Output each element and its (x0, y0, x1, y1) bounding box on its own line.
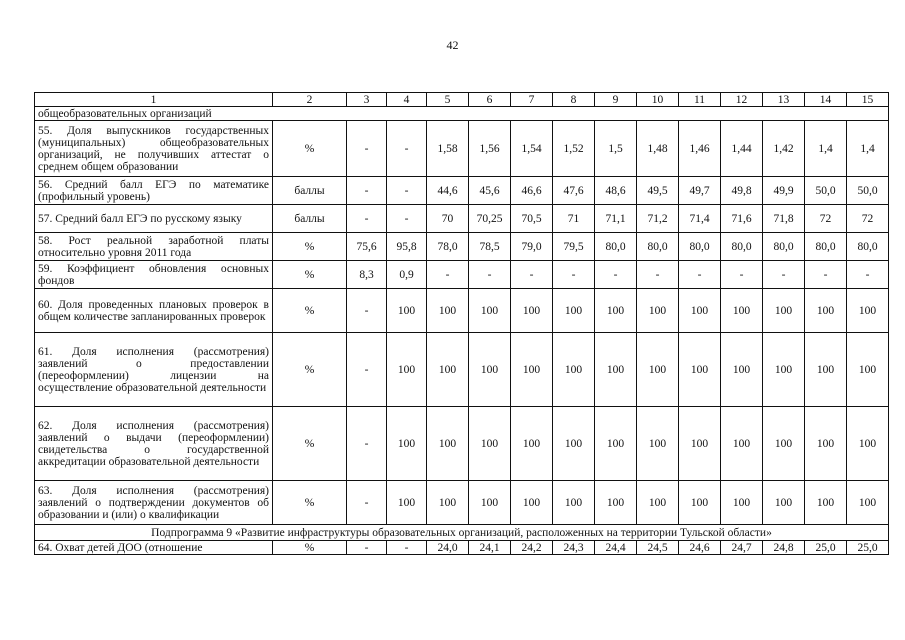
value-cell: - (595, 261, 637, 289)
value-cell: 49,9 (763, 177, 805, 205)
column-number-cell: 6 (469, 93, 511, 107)
value-cell: 100 (679, 333, 721, 407)
unit-cell: % (273, 261, 347, 289)
value-cell: 1,5 (595, 121, 637, 177)
value-cell: 80,0 (679, 233, 721, 261)
value-cell: 49,7 (679, 177, 721, 205)
value-cell: 80,0 (637, 233, 679, 261)
value-cell: 80,0 (805, 233, 847, 261)
indicator-description: 62. Доля исполнения (рассмотрения) заявлений о выдачи (переоформлении) свидетельства о государственной аккредитации образовательной деятельности (35, 407, 273, 481)
value-cell: - (347, 481, 387, 525)
value-cell: 100 (763, 481, 805, 525)
value-cell: 24,2 (511, 541, 553, 555)
indicator-description: 55. Доля выпускников государственных (муниципальных) общеобразовательных организаций, не получивших аттестат о среднем общем образовании (35, 121, 273, 177)
value-cell: 71,6 (721, 205, 763, 233)
value-cell: 80,0 (595, 233, 637, 261)
column-number-cell: 15 (847, 93, 889, 107)
indicator-row (35, 233, 889, 261)
value-cell: 24,6 (679, 541, 721, 555)
value-cell: 80,0 (721, 233, 763, 261)
value-cell: 44,6 (427, 177, 469, 205)
column-number-cell: 1 (35, 93, 273, 107)
continuation-row (35, 107, 889, 121)
value-cell: 100 (721, 481, 763, 525)
page-number: 42 (446, 38, 459, 52)
value-cell: 78,5 (469, 233, 511, 261)
value-cell: 100 (387, 481, 427, 525)
value-cell: 100 (511, 289, 553, 333)
indicator-description: 59. Коэффициент обновления основных фондов (35, 261, 273, 289)
value-cell: 79,0 (511, 233, 553, 261)
value-cell: 100 (847, 289, 889, 333)
column-number-cell: 12 (721, 93, 763, 107)
value-cell: 100 (679, 481, 721, 525)
column-number-cell: 9 (595, 93, 637, 107)
value-cell: 100 (637, 289, 679, 333)
value-cell: 1,4 (847, 121, 889, 177)
value-cell: 24,0 (427, 541, 469, 555)
value-cell: 1,54 (511, 121, 553, 177)
unit-cell: баллы (273, 177, 347, 205)
unit-cell: % (273, 289, 347, 333)
value-cell: - (637, 261, 679, 289)
value-cell: - (469, 261, 511, 289)
column-number-cell: 5 (427, 93, 469, 107)
indicator-row (35, 407, 889, 481)
column-number-cell: 13 (763, 93, 805, 107)
value-cell: 100 (847, 333, 889, 407)
value-cell: - (347, 177, 387, 205)
value-cell: - (847, 261, 889, 289)
value-cell: 100 (805, 407, 847, 481)
column-number-cell: 10 (637, 93, 679, 107)
value-cell: - (387, 205, 427, 233)
unit-cell: % (273, 121, 347, 177)
value-cell: 78,0 (427, 233, 469, 261)
unit-cell: % (273, 481, 347, 525)
column-number-cell: 8 (553, 93, 595, 107)
value-cell: 100 (511, 333, 553, 407)
value-cell: 25,0 (805, 541, 847, 555)
unit-cell: % (273, 333, 347, 407)
indicator-row (35, 121, 889, 177)
value-cell: 50,0 (847, 177, 889, 205)
value-cell: 1,4 (805, 121, 847, 177)
value-cell: - (347, 121, 387, 177)
value-cell: 50,0 (805, 177, 847, 205)
value-cell: 100 (595, 289, 637, 333)
value-cell: 1,58 (427, 121, 469, 177)
value-cell: 100 (387, 333, 427, 407)
value-cell: - (347, 333, 387, 407)
value-cell: - (387, 541, 427, 555)
value-cell: 100 (553, 333, 595, 407)
indicator-row (35, 177, 889, 205)
value-cell: 24,8 (763, 541, 805, 555)
subprogram-title: Подпрограмма 9 «Развитие инфраструктуры образовательных организаций, расположенных на территории Тульской области» (35, 525, 889, 541)
indicator-description: 56. Средний балл ЕГЭ по математике (профильный уровень) (35, 177, 273, 205)
value-cell: - (679, 261, 721, 289)
value-cell: 1,48 (637, 121, 679, 177)
value-cell: 71,4 (679, 205, 721, 233)
value-cell: - (347, 205, 387, 233)
value-cell: 100 (387, 407, 427, 481)
value-cell: 70,5 (511, 205, 553, 233)
value-cell: 100 (805, 481, 847, 525)
value-cell: 100 (427, 481, 469, 525)
value-cell: 100 (427, 289, 469, 333)
value-cell: 100 (637, 333, 679, 407)
value-cell: 1,44 (721, 121, 763, 177)
continuation-text: общеобразовательных организаций (35, 107, 889, 121)
value-cell: 0,9 (387, 261, 427, 289)
indicator-row (35, 333, 889, 407)
value-cell: - (387, 121, 427, 177)
value-cell: 1,46 (679, 121, 721, 177)
column-number-cell: 11 (679, 93, 721, 107)
value-cell: 100 (469, 289, 511, 333)
value-cell: 24,3 (553, 541, 595, 555)
indicator-description: 64. Охват детей ДОО (отношение (35, 541, 273, 555)
value-cell: 1,56 (469, 121, 511, 177)
value-cell: 71,1 (595, 205, 637, 233)
value-cell: - (763, 261, 805, 289)
value-cell: 75,6 (347, 233, 387, 261)
value-cell: - (721, 261, 763, 289)
value-cell: 100 (469, 407, 511, 481)
indicator-description: 60. Доля проведенных плановых проверок в общем количестве запланированных проверок (35, 289, 273, 333)
value-cell: - (805, 261, 847, 289)
column-number-cell: 2 (273, 93, 347, 107)
column-number-cell: 4 (387, 93, 427, 107)
value-cell: 100 (805, 333, 847, 407)
unit-cell: баллы (273, 205, 347, 233)
unit-cell: % (273, 541, 347, 555)
value-cell: 100 (847, 407, 889, 481)
value-cell: 100 (805, 289, 847, 333)
value-cell: - (347, 289, 387, 333)
indicator-row (35, 261, 889, 289)
value-cell: 100 (679, 407, 721, 481)
indicator-description: 58. Рост реальной заработной платы относительно уровня 2011 года (35, 233, 273, 261)
value-cell: 100 (553, 481, 595, 525)
value-cell: 100 (721, 333, 763, 407)
value-cell: 100 (637, 481, 679, 525)
column-number-row (35, 93, 889, 107)
value-cell: 8,3 (347, 261, 387, 289)
value-cell: 100 (721, 289, 763, 333)
value-cell: 47,6 (553, 177, 595, 205)
value-cell: - (347, 541, 387, 555)
indicators-table (34, 92, 889, 555)
indicator-row (35, 541, 889, 555)
value-cell: - (553, 261, 595, 289)
indicator-row (35, 289, 889, 333)
unit-cell: % (273, 407, 347, 481)
value-cell: 100 (427, 407, 469, 481)
value-cell: 24,1 (469, 541, 511, 555)
value-cell: 100 (387, 289, 427, 333)
value-cell: - (387, 177, 427, 205)
value-cell: 1,42 (763, 121, 805, 177)
indicator-description: 57. Средний балл ЕГЭ по русскому языку (35, 205, 273, 233)
value-cell: 100 (763, 407, 805, 481)
indicator-row (35, 205, 889, 233)
value-cell: 24,5 (637, 541, 679, 555)
value-cell: 80,0 (763, 233, 805, 261)
value-cell: 100 (595, 407, 637, 481)
value-cell: 24,4 (595, 541, 637, 555)
value-cell: 100 (637, 407, 679, 481)
value-cell: 100 (469, 481, 511, 525)
value-cell: 71,2 (637, 205, 679, 233)
value-cell: - (427, 261, 469, 289)
value-cell: 100 (847, 481, 889, 525)
value-cell: 70 (427, 205, 469, 233)
value-cell: 49,5 (637, 177, 679, 205)
value-cell: 46,6 (511, 177, 553, 205)
unit-cell: % (273, 233, 347, 261)
value-cell: - (511, 261, 553, 289)
value-cell: 100 (721, 407, 763, 481)
value-cell: 100 (595, 481, 637, 525)
value-cell: 45,6 (469, 177, 511, 205)
indicator-row (35, 481, 889, 525)
value-cell: 80,0 (847, 233, 889, 261)
column-number-cell: 7 (511, 93, 553, 107)
value-cell: 48,6 (595, 177, 637, 205)
value-cell: 1,52 (553, 121, 595, 177)
value-cell: 100 (595, 333, 637, 407)
indicator-description: 63. Доля исполнения (рассмотрения) заявлений о подтверждении документов об образовании и (или) о квалификации (35, 481, 273, 525)
value-cell: 100 (511, 481, 553, 525)
value-cell: 24,7 (721, 541, 763, 555)
column-number-cell: 14 (805, 93, 847, 107)
value-cell: 70,25 (469, 205, 511, 233)
value-cell: 25,0 (847, 541, 889, 555)
value-cell: 100 (763, 333, 805, 407)
column-number-cell: 3 (347, 93, 387, 107)
value-cell: 71 (553, 205, 595, 233)
value-cell: 72 (847, 205, 889, 233)
indicator-description: 61. Доля исполнения (рассмотрения) заявлений о предоставлении (переоформлении) лицензии на осуществление образовательной деятельности (35, 333, 273, 407)
value-cell: 71,8 (763, 205, 805, 233)
value-cell: 79,5 (553, 233, 595, 261)
value-cell: 72 (805, 205, 847, 233)
value-cell: 100 (763, 289, 805, 333)
value-cell: - (347, 407, 387, 481)
value-cell: 100 (469, 333, 511, 407)
value-cell: 95,8 (387, 233, 427, 261)
value-cell: 100 (427, 333, 469, 407)
value-cell: 100 (511, 407, 553, 481)
value-cell: 100 (553, 289, 595, 333)
subprogram-row (35, 525, 889, 541)
value-cell: 49,8 (721, 177, 763, 205)
value-cell: 100 (679, 289, 721, 333)
value-cell: 100 (553, 407, 595, 481)
